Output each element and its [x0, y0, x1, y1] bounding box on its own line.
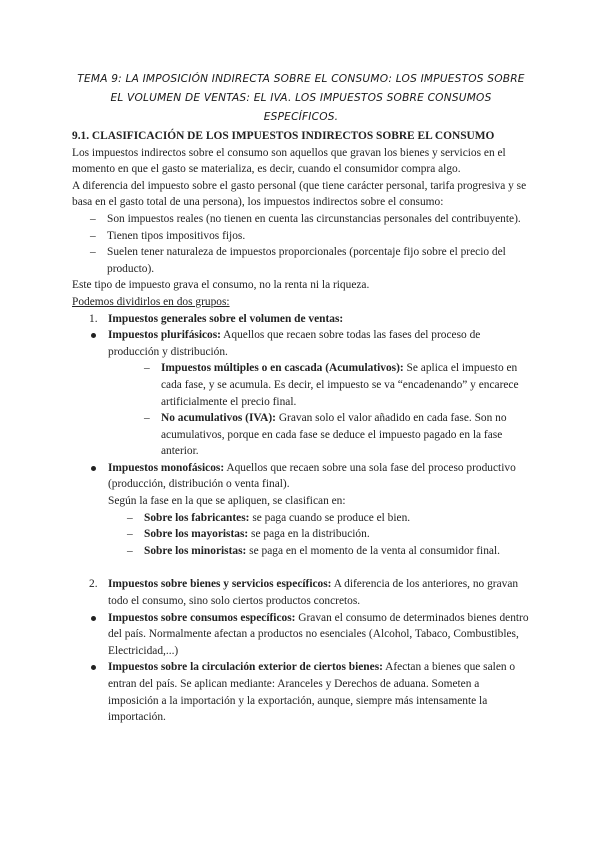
- list-item: – Tienen tipos impositivos fijos.: [90, 228, 532, 245]
- spacer: [72, 559, 532, 576]
- group-number: 1.: [89, 312, 98, 325]
- plurifasicos-item: [72, 327, 532, 360]
- list-item: – Sobre los minoristas: se paga en el momento de la venta al consumidor final.: [127, 543, 532, 560]
- group-1: [72, 311, 532, 328]
- item-label: Impuestos plurifásicos:: [108, 329, 221, 342]
- circulacion-exterior-item: [72, 659, 532, 725]
- group-title: Impuestos sobre bienes y servicios específicos:: [108, 578, 332, 591]
- item-label: Impuestos monofásicos:: [108, 461, 225, 474]
- bullet-icon: [91, 616, 96, 621]
- item-text: Aquellos que recaen sobre todas las fases del proceso de producción y distribución.: [108, 329, 481, 358]
- list-item: – Suelen tener naturaleza de impuestos proporcionales (porcentaje fijo sobre el precio del producto).: [90, 244, 532, 277]
- list-item: – Sobre los mayoristas: se paga en la distribución.: [127, 526, 532, 543]
- monofasicos-item: [72, 460, 532, 493]
- plurifasicos-subitems: [72, 360, 532, 460]
- item-text: Afectan a bienes que salen o entran del país. Se aplican mediante: Aranceles y Derechos de aduana. Someten a imposición a la importación y la exportación, aunque, siempre más intensamente la importación.: [108, 661, 516, 724]
- section-heading: 9.1. CLASIFICACIÓN DE LOS IMPUESTOS INDIRECTOS SOBRE EL CONSUMO: [72, 130, 495, 142]
- intro-paragraph-2: A diferencia del impuesto sobre el gasto personal (que tiene carácter personal, tarifa progresiva y se basa en el gasto total de una persona), los impuestos indirectos sobre el consumo:: [72, 179, 527, 209]
- list-item: – Impuestos múltiples o en cascada (Acumulativos): Se aplica el impuesto en cada fase, y se acumula. Es decir, el impuesto se va “encadenando” y encarece artificialmente el precio final.: [144, 360, 532, 410]
- group-title: Impuestos generales sobre el volumen de ventas:: [108, 312, 344, 325]
- item-text: Gravan el consumo de determinados bienes dentro del país. Normalmente afectan a productos no esenciales (Alcohol, Tabaco, Combustibles, Electricidad,...): [108, 611, 529, 657]
- item-label: Impuestos sobre consumos específicos:: [108, 611, 296, 624]
- characteristics-list: [72, 211, 532, 277]
- consumos-especificos-item: [72, 610, 532, 660]
- bullet-icon: [91, 466, 96, 471]
- item-label: Impuestos sobre la circulación exterior de ciertos bienes:: [108, 661, 383, 674]
- group-2: [72, 576, 532, 609]
- group-number: 2.: [89, 578, 98, 591]
- monofasicos-note: Según la fase en la que se apliquen, se clasifican en:: [108, 495, 346, 508]
- groups-intro: Podemos dividirlos en dos grupos:: [72, 295, 230, 308]
- tax-note: Este tipo de impuesto grava el consumo, no la renta ni la riqueza.: [72, 279, 370, 292]
- monofasicos-subitems: [91, 510, 532, 560]
- bullet-icon: [91, 665, 96, 670]
- group-text: A diferencia de los anteriores, no gravan todo el consumo, sino solo ciertos productos concretos.: [108, 578, 519, 608]
- list-item: – Sobre los fabricantes: se paga cuando se produce el bien.: [127, 510, 532, 527]
- intro-paragraph-1: Los impuestos indirectos sobre el consumo son aquellos que gravan los bienes y servicios en el momento en que el gasto se materializa, es decir, cuando el consumidor compra algo.: [72, 146, 506, 176]
- page-title: TEMA 9: LA IMPOSICIÓN INDIRECTA SOBRE EL CONSUMO: LOS IMPUESTOS SOBRE EL VOLUMEN DE VENTAS: EL IVA. LOS IMPUESTOS SOBRE CONSUMOS ESPECÍFICOS.: [77, 73, 525, 123]
- list-item: – Son impuestos reales (no tienen en cuenta las circunstancias personales del contribuyente).: [90, 211, 532, 228]
- item-text: Aquellos que recaen sobre una sola fase del proceso productivo (producción, distribución o venta final).: [108, 461, 516, 491]
- list-item: – No acumulativos (IVA): Gravan solo el valor añadido en cada fase. Son no acumulativos, porque en cada fase se deduce el impuesto pagado en la fase anterior.: [144, 410, 532, 460]
- bullet-icon: [91, 333, 96, 338]
- document-page: [72, 70, 532, 726]
